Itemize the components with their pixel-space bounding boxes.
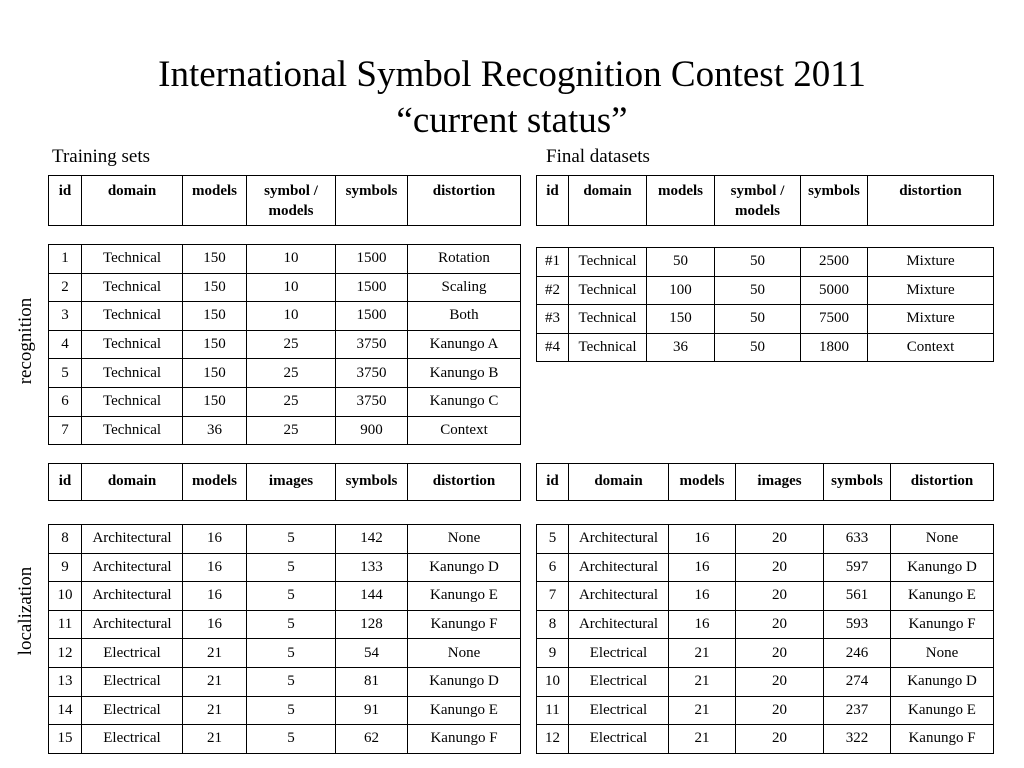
table-row	[49, 302, 521, 331]
table-cell: 21	[183, 639, 247, 668]
table-cell: 5	[49, 359, 82, 388]
column-header: distortion	[891, 464, 994, 501]
title-line-1: International Symbol Recognition Contest 2011	[158, 54, 866, 95]
table-cell: 16	[183, 582, 247, 611]
table-row	[537, 305, 994, 334]
table-cell: Technical	[82, 302, 183, 331]
table-row	[49, 582, 521, 611]
final-localization-table	[536, 524, 994, 754]
table-cell: 21	[669, 667, 736, 696]
table-cell: #3	[537, 305, 569, 334]
table-cell: Kanungo E	[891, 582, 994, 611]
table-cell: 8	[49, 525, 82, 554]
table-cell: Electrical	[82, 725, 183, 754]
table-cell: 8	[537, 610, 569, 639]
table-cell: 561	[824, 582, 891, 611]
table-cell: Kanungo D	[408, 553, 521, 582]
table-cell: 50	[647, 248, 715, 277]
table-cell: Electrical	[82, 639, 183, 668]
column-header: symbols	[801, 176, 868, 226]
column-header: id	[49, 464, 82, 501]
table-cell: 150	[183, 330, 247, 359]
final-datasets-label: Final datasets	[546, 146, 650, 167]
table-cell: Architectural	[82, 525, 183, 554]
column-header: distortion	[408, 176, 521, 226]
final-recognition-header	[536, 175, 994, 226]
table-cell: 91	[336, 696, 408, 725]
table-cell: 6	[49, 387, 82, 416]
table-cell: Kanungo E	[408, 582, 521, 611]
localization-label: localization	[15, 566, 36, 656]
table-cell: 2	[49, 273, 82, 302]
table-cell: 900	[336, 416, 408, 445]
table-cell: Scaling	[408, 273, 521, 302]
final-recognition-table	[536, 247, 994, 362]
column-header: models	[647, 176, 715, 226]
table-cell: 150	[183, 245, 247, 274]
table-cell: Technical	[82, 359, 183, 388]
table-cell: 12	[537, 725, 569, 754]
table-cell: Mixture	[868, 305, 994, 334]
table-cell: Kanungo B	[408, 359, 521, 388]
table-cell: 6	[537, 553, 569, 582]
table-cell: Technical	[82, 273, 183, 302]
table-cell: 50	[715, 276, 801, 305]
table-row	[49, 245, 521, 274]
table-cell: Architectural	[569, 525, 669, 554]
table-cell: Technical	[82, 245, 183, 274]
table-cell: 5	[247, 639, 336, 668]
table-cell: 5	[247, 667, 336, 696]
table-cell: Mixture	[868, 248, 994, 277]
column-header: domain	[82, 176, 183, 226]
column-header: symbols	[336, 176, 408, 226]
table-row	[49, 667, 521, 696]
table-cell: 5	[247, 553, 336, 582]
training-recognition-table	[48, 244, 521, 445]
title-line-2: “current status”	[396, 100, 628, 141]
table-cell: 9	[537, 639, 569, 668]
table-cell: 144	[336, 582, 408, 611]
table-cell: 25	[247, 387, 336, 416]
table-row	[49, 553, 521, 582]
table-cell: 21	[669, 696, 736, 725]
table-cell: 16	[669, 525, 736, 554]
table-cell: Electrical	[569, 725, 669, 754]
page-title	[0, 52, 1024, 144]
table-cell: Technical	[82, 330, 183, 359]
recognition-label: recognition	[15, 297, 36, 385]
table-cell: 633	[824, 525, 891, 554]
table-cell: None	[891, 639, 994, 668]
table-row	[537, 582, 994, 611]
table-cell: 10	[537, 667, 569, 696]
table-cell: None	[408, 525, 521, 554]
training-sets-label: Training sets	[52, 146, 151, 167]
table-cell: Kanungo A	[408, 330, 521, 359]
column-header: symbols	[336, 464, 408, 501]
table-cell: 50	[715, 333, 801, 362]
table-cell: 3750	[336, 359, 408, 388]
training-recognition-header	[48, 175, 521, 226]
table-cell: Technical	[569, 333, 647, 362]
table-cell: None	[408, 639, 521, 668]
column-header: models	[669, 464, 736, 501]
table-cell: Context	[868, 333, 994, 362]
table-cell: Kanungo C	[408, 387, 521, 416]
table-cell: 246	[824, 639, 891, 668]
table-row	[537, 696, 994, 725]
table-cell: Kanungo E	[891, 696, 994, 725]
table-cell: 142	[336, 525, 408, 554]
table-cell: Architectural	[569, 582, 669, 611]
table-cell: Electrical	[82, 696, 183, 725]
table-cell: Kanungo D	[408, 667, 521, 696]
table-cell: 81	[336, 667, 408, 696]
table-row	[537, 725, 994, 754]
table-cell: 2500	[801, 248, 868, 277]
table-cell: 16	[183, 610, 247, 639]
table-cell: 4	[49, 330, 82, 359]
table-cell: 16	[183, 553, 247, 582]
table-cell: 11	[537, 696, 569, 725]
column-header: symbol / models	[715, 176, 801, 226]
table-row	[49, 525, 521, 554]
table-row	[49, 696, 521, 725]
table-cell: 20	[736, 610, 824, 639]
table-cell: 36	[183, 416, 247, 445]
table-cell: Both	[408, 302, 521, 331]
column-header: id	[537, 176, 569, 226]
table-cell: #2	[537, 276, 569, 305]
table-cell: Kanungo E	[408, 696, 521, 725]
column-header: models	[183, 464, 247, 501]
table-cell: 7	[49, 416, 82, 445]
table-cell: Kanungo F	[408, 725, 521, 754]
table-cell: 62	[336, 725, 408, 754]
column-header: models	[183, 176, 247, 226]
table-cell: 21	[183, 696, 247, 725]
table-cell: 21	[183, 667, 247, 696]
table-cell: 100	[647, 276, 715, 305]
table-cell: 7500	[801, 305, 868, 334]
column-header: distortion	[408, 464, 521, 501]
table-cell: 1500	[336, 245, 408, 274]
table-cell: 25	[247, 416, 336, 445]
table-cell: 25	[247, 330, 336, 359]
table-cell: 50	[715, 305, 801, 334]
table-cell: 1800	[801, 333, 868, 362]
table-cell: 150	[183, 387, 247, 416]
table-cell: 3	[49, 302, 82, 331]
table-cell: 237	[824, 696, 891, 725]
table-cell: 20	[736, 725, 824, 754]
table-cell: 21	[669, 639, 736, 668]
table-cell: 16	[669, 553, 736, 582]
table-row	[49, 416, 521, 445]
table-row	[537, 639, 994, 668]
table-row	[537, 610, 994, 639]
table-cell: 9	[49, 553, 82, 582]
table-row	[49, 330, 521, 359]
table-row	[537, 248, 994, 277]
table-cell: 11	[49, 610, 82, 639]
table-cell: 20	[736, 582, 824, 611]
table-cell: 10	[247, 273, 336, 302]
table-cell: #4	[537, 333, 569, 362]
column-header: symbol / models	[247, 176, 336, 226]
table-cell: Technical	[569, 276, 647, 305]
table-cell: 25	[247, 359, 336, 388]
table-cell: 150	[647, 305, 715, 334]
table-cell: Technical	[82, 416, 183, 445]
table-cell: #1	[537, 248, 569, 277]
table-row	[537, 553, 994, 582]
table-cell: Technical	[569, 248, 647, 277]
table-cell: 5	[247, 525, 336, 554]
table-row	[49, 359, 521, 388]
table-cell: 5	[247, 582, 336, 611]
table-cell: 593	[824, 610, 891, 639]
table-cell: 597	[824, 553, 891, 582]
table-cell: None	[891, 525, 994, 554]
table-cell: 21	[669, 725, 736, 754]
column-header: images	[736, 464, 824, 501]
table-cell: Electrical	[569, 667, 669, 696]
table-cell: 5	[247, 696, 336, 725]
table-cell: Technical	[569, 305, 647, 334]
table-cell: 5	[247, 610, 336, 639]
table-cell: 1500	[336, 302, 408, 331]
table-cell: 133	[336, 553, 408, 582]
table-cell: 10	[49, 582, 82, 611]
table-row	[537, 333, 994, 362]
table-cell: 10	[247, 302, 336, 331]
table-cell: 3750	[336, 387, 408, 416]
table-cell: Kanungo D	[891, 667, 994, 696]
table-cell: 12	[49, 639, 82, 668]
training-localization-table	[48, 524, 521, 754]
table-cell: 14	[49, 696, 82, 725]
table-cell: 20	[736, 553, 824, 582]
table-cell: 36	[647, 333, 715, 362]
table-cell: 20	[736, 525, 824, 554]
table-cell: 5	[247, 725, 336, 754]
column-header: domain	[569, 176, 647, 226]
table-cell: Architectural	[569, 610, 669, 639]
table-cell: Kanungo F	[891, 725, 994, 754]
table-cell: Electrical	[82, 667, 183, 696]
table-cell: 150	[183, 273, 247, 302]
table-cell: Electrical	[569, 696, 669, 725]
table-cell: 50	[715, 248, 801, 277]
table-row	[49, 639, 521, 668]
table-cell: 21	[183, 725, 247, 754]
table-cell: Rotation	[408, 245, 521, 274]
table-row	[537, 525, 994, 554]
table-cell: 5000	[801, 276, 868, 305]
column-header: domain	[569, 464, 669, 501]
table-cell: Kanungo F	[891, 610, 994, 639]
table-cell: Electrical	[569, 639, 669, 668]
table-cell: 13	[49, 667, 82, 696]
table-cell: Context	[408, 416, 521, 445]
column-header: id	[49, 176, 82, 226]
final-localization-header	[536, 463, 994, 501]
table-row	[49, 273, 521, 302]
table-cell: 10	[247, 245, 336, 274]
table-row	[537, 276, 994, 305]
table-cell: 54	[336, 639, 408, 668]
table-cell: 128	[336, 610, 408, 639]
table-cell: 322	[824, 725, 891, 754]
table-cell: Architectural	[82, 610, 183, 639]
table-cell: Technical	[82, 387, 183, 416]
table-cell: 274	[824, 667, 891, 696]
table-row	[537, 667, 994, 696]
table-cell: 150	[183, 302, 247, 331]
column-header: symbols	[824, 464, 891, 501]
table-cell: 1	[49, 245, 82, 274]
table-cell: 16	[183, 525, 247, 554]
table-cell: Mixture	[868, 276, 994, 305]
table-cell: 20	[736, 696, 824, 725]
table-row	[49, 610, 521, 639]
column-header: id	[537, 464, 569, 501]
table-cell: Kanungo D	[891, 553, 994, 582]
table-cell: 5	[537, 525, 569, 554]
table-cell: 20	[736, 667, 824, 696]
table-cell: Kanungo F	[408, 610, 521, 639]
table-cell: Architectural	[82, 553, 183, 582]
table-cell: 1500	[336, 273, 408, 302]
column-header: domain	[82, 464, 183, 501]
table-row	[49, 725, 521, 754]
table-cell: 16	[669, 610, 736, 639]
column-header: images	[247, 464, 336, 501]
column-header: distortion	[868, 176, 994, 226]
table-cell: 16	[669, 582, 736, 611]
training-localization-header	[48, 463, 521, 501]
table-cell: 7	[537, 582, 569, 611]
table-row	[49, 387, 521, 416]
table-cell: Architectural	[569, 553, 669, 582]
table-cell: Architectural	[82, 582, 183, 611]
table-cell: 3750	[336, 330, 408, 359]
table-cell: 20	[736, 639, 824, 668]
table-cell: 15	[49, 725, 82, 754]
table-cell: 150	[183, 359, 247, 388]
